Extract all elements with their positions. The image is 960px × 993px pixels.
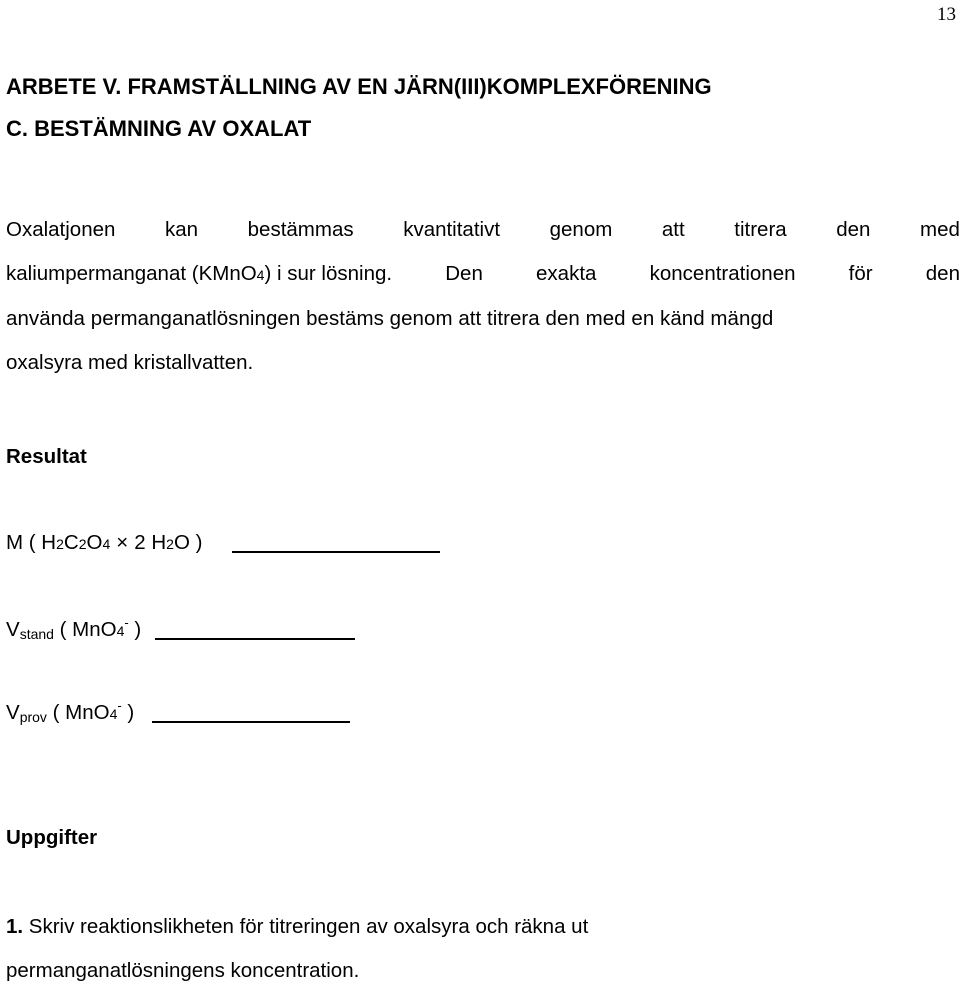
- task-1-line-2: permanganatlösningens koncentration.: [6, 959, 360, 982]
- intro-paragraph: [6, 208, 960, 385]
- times-sign: ×: [116, 531, 129, 554]
- molar-mass-answer-blank[interactable]: [232, 551, 440, 553]
- intro-word: den: [925, 262, 960, 285]
- intro-word: koncentrationen: [649, 262, 796, 285]
- intro-word: kan: [165, 218, 199, 241]
- intro-word: för: [848, 262, 873, 285]
- v-prov-label: $V_{prov}$ ( MnO4- ): [6, 698, 135, 725]
- intro-line-2-start: kaliumpermanganat (KMnO4) i sur lösning.: [6, 262, 393, 285]
- page-number: 13: [937, 4, 956, 25]
- main-heading: ARBETE V. FRAMSTÄLLNING AV EN JÄRN(III)KOMPLEXFÖRENING: [6, 74, 712, 99]
- intro-word: titrera: [734, 218, 787, 241]
- intro-word: kvantitativt: [403, 218, 501, 241]
- resultat-title: Resultat: [6, 445, 87, 468]
- intro-word: att: [661, 218, 685, 241]
- intro-word: den: [836, 218, 871, 241]
- intro-line-4: oxalsyra med kristallvatten.: [6, 351, 254, 374]
- v-prov-answer-blank[interactable]: [152, 721, 350, 723]
- intro-word: exakta: [536, 262, 597, 285]
- intro-word: Den: [445, 262, 483, 285]
- task-1-number: 1.: [6, 915, 24, 938]
- molar-mass-row: [6, 531, 440, 555]
- section-heading: C. BESTÄMNING AV OXALAT: [6, 116, 312, 141]
- v-stand-row: [6, 615, 355, 642]
- intro-line-1: [6, 208, 960, 252]
- intro-word: genom: [549, 218, 613, 241]
- v-stand-label: $V_{stand}$ ( MnO4- ): [6, 615, 142, 642]
- intro-word: med: [920, 218, 960, 241]
- task-1-line-1: 1. Skriv reaktionslikheten för titreringen av oxalsyra och räkna ut: [6, 915, 589, 938]
- intro-line-2: [6, 252, 960, 297]
- intro-word: bestämmas: [247, 218, 354, 241]
- intro-line-3: använda permanganatlösningen bestäms genom att titrera den med en känd mängd: [6, 307, 774, 330]
- intro-word: Oxalatjonen: [6, 218, 116, 241]
- uppgifter-title: Uppgifter: [6, 826, 98, 849]
- v-prov-row: [6, 698, 350, 725]
- molar-mass-label: M ( H2C2O4 × 2 H2O ): [6, 531, 203, 554]
- v-stand-answer-blank[interactable]: [155, 638, 355, 640]
